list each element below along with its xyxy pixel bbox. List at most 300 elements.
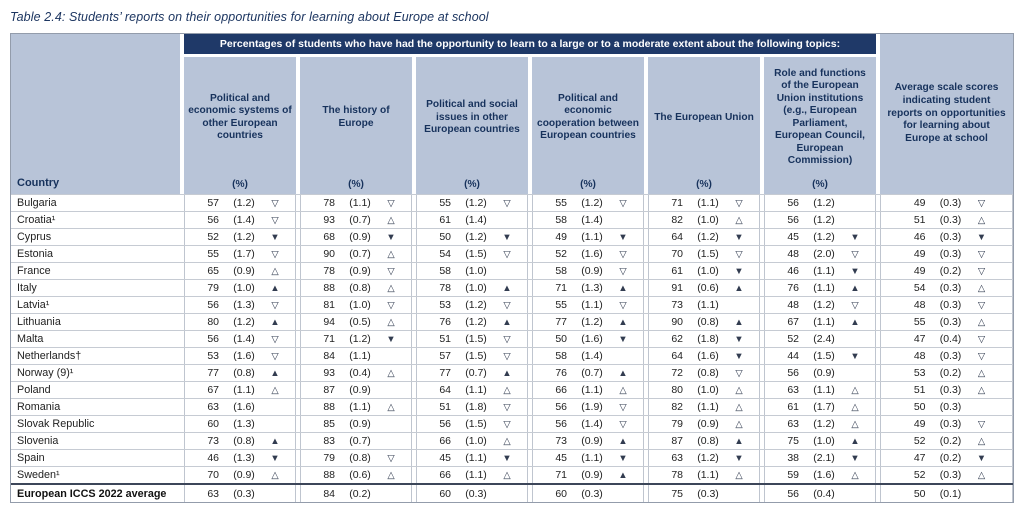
- standard-error: (1.5): [465, 350, 487, 362]
- percentage-value: 50: [555, 333, 567, 345]
- topic-cell: [648, 450, 760, 466]
- table-caption: Table 2.4: Students’ reports on their opportunities for learning about Europe at school: [10, 10, 489, 24]
- avg-score-cell: [880, 382, 1013, 398]
- topic-cell: [300, 433, 412, 449]
- standard-error: (1.5): [465, 248, 487, 260]
- percentage-value: 56: [555, 401, 567, 413]
- percentage-value: 55: [439, 197, 451, 209]
- percentage-value: 48: [787, 299, 799, 311]
- country-cell: Bulgaria: [17, 197, 57, 209]
- topic-cell: [764, 229, 876, 245]
- topic-cell: [300, 212, 412, 228]
- standard-error: (1.1): [813, 384, 835, 396]
- standard-error: (1.1): [581, 384, 603, 396]
- standard-error: (1.6): [233, 401, 255, 413]
- average-column-header: Average scale scores indicating student reports on opportunities for learning about Europe at school: [880, 34, 1013, 194]
- percentage-value: 79: [323, 452, 335, 464]
- table-row: [11, 211, 1013, 228]
- topic-cell: [300, 467, 412, 483]
- topic-cell: [648, 365, 760, 381]
- topic-cell: [532, 263, 644, 279]
- topic-cell: [184, 280, 296, 296]
- topic-cell: [416, 416, 528, 432]
- significance-triangle-icon: ▽: [271, 214, 279, 226]
- percentage-value: 80: [671, 384, 683, 396]
- standard-error: (1.6): [581, 333, 603, 345]
- topic-cell: [300, 365, 412, 381]
- percentage-value: 60: [439, 487, 451, 500]
- significance-triangle-icon: ▲: [502, 367, 512, 379]
- standard-error: (0.3): [939, 248, 962, 260]
- standard-error: (1.0): [465, 282, 487, 294]
- standard-error: (0.3): [465, 487, 487, 500]
- topic-cell: [416, 195, 528, 211]
- topic-cell: [300, 348, 412, 364]
- topic-cell: [532, 348, 644, 364]
- percentage-value: 73: [555, 435, 567, 447]
- significance-triangle-icon: ▽: [977, 197, 986, 209]
- country-cell: European ICCS 2022 average: [17, 487, 167, 500]
- percentage-value: 93: [323, 214, 335, 226]
- topic-cell: [764, 399, 876, 415]
- standard-error: (1.4): [233, 333, 255, 345]
- topic-cell: [532, 297, 644, 313]
- significance-triangle-icon: △: [735, 401, 743, 413]
- country-cell: Estonia: [17, 248, 54, 260]
- percentage-value: 64: [671, 350, 683, 362]
- table-row: [11, 296, 1013, 313]
- significance-triangle-icon: △: [503, 469, 511, 481]
- percentage-value: 58: [439, 265, 451, 277]
- significance-triangle-icon: ▽: [977, 333, 986, 345]
- avg-score-cell: [880, 212, 1013, 228]
- topic-cell: [532, 314, 644, 330]
- significance-triangle-icon: ▲: [734, 435, 744, 447]
- standard-error: (1.2): [465, 231, 487, 243]
- percentage-value: 56: [207, 333, 219, 345]
- significance-triangle-icon: ▽: [977, 418, 986, 430]
- topic-cell: [300, 382, 412, 398]
- percentage-value: 48: [787, 248, 799, 260]
- percentage-value: 84: [323, 350, 335, 362]
- topic-cell: [184, 365, 296, 381]
- topic-header-unit: (%): [812, 178, 828, 190]
- percentage-value: 87: [671, 435, 683, 447]
- standard-error: (1.6): [697, 350, 719, 362]
- percentage-value: 54: [913, 282, 926, 294]
- percentage-value: 88: [323, 469, 335, 481]
- topic-cell: [764, 212, 876, 228]
- topic-cell: [184, 263, 296, 279]
- topic-header-unit: (%): [348, 178, 364, 190]
- percentage-value: 47: [913, 452, 926, 464]
- topic-header-5: [648, 57, 760, 194]
- topic-cell: [764, 314, 876, 330]
- percentage-value: 47: [913, 333, 926, 345]
- percentage-value: 61: [439, 214, 451, 226]
- significance-triangle-icon: ▽: [619, 401, 627, 413]
- standard-error: (1.1): [233, 384, 255, 396]
- standard-error: (1.1): [465, 452, 487, 464]
- standard-error: (1.0): [465, 435, 487, 447]
- standard-error: (0.9): [581, 265, 603, 277]
- significance-triangle-icon: △: [387, 248, 395, 260]
- topic-cell: [416, 433, 528, 449]
- significance-triangle-icon: △: [851, 384, 859, 396]
- topic-cell: [416, 212, 528, 228]
- table-row: [11, 262, 1013, 279]
- standard-error: (0.4): [349, 367, 371, 379]
- standard-error: (0.8): [233, 435, 255, 447]
- percentage-value: 55: [555, 197, 567, 209]
- standard-error: (0.4): [813, 487, 835, 500]
- percentage-value: 66: [439, 435, 451, 447]
- standard-error: (1.0): [349, 299, 371, 311]
- significance-triangle-icon: ▲: [270, 282, 280, 294]
- significance-triangle-icon: ▽: [503, 299, 511, 311]
- significance-triangle-icon: ▽: [271, 248, 279, 260]
- significance-triangle-icon: ▽: [503, 248, 511, 260]
- standard-error: (0.9): [349, 418, 371, 430]
- country-cell: Netherlands†: [17, 350, 82, 362]
- average-row: [11, 483, 1013, 502]
- country-cell: Latvia¹: [17, 299, 50, 311]
- percentage-value: 45: [555, 452, 567, 464]
- avg-score-cell: [880, 246, 1013, 262]
- percentage-value: 56: [787, 214, 799, 226]
- standard-error: (1.0): [233, 282, 255, 294]
- percentage-value: 78: [671, 469, 683, 481]
- standard-error: (0.8): [697, 316, 719, 328]
- standard-error: (1.7): [233, 248, 255, 260]
- significance-triangle-icon: ▽: [619, 265, 627, 277]
- standard-error: (1.1): [581, 231, 603, 243]
- topic-header-1: [184, 57, 296, 194]
- significance-triangle-icon: ▽: [851, 299, 859, 311]
- percentage-value: 63: [787, 384, 799, 396]
- significance-triangle-icon: △: [387, 401, 395, 413]
- standard-error: (1.0): [697, 214, 719, 226]
- significance-triangle-icon: ▽: [503, 418, 511, 430]
- standard-error: (0.3): [939, 231, 962, 243]
- standard-error: (1.3): [233, 418, 255, 430]
- significance-triangle-icon: ▼: [976, 452, 987, 464]
- percentage-value: 77: [555, 316, 567, 328]
- topic-cell: [300, 263, 412, 279]
- standard-error: (1.1): [349, 350, 371, 362]
- significance-triangle-icon: ▽: [977, 265, 986, 277]
- standard-error: (0.2): [939, 435, 962, 447]
- standard-error: (0.9): [349, 265, 371, 277]
- standard-error: (0.7): [581, 367, 603, 379]
- percentage-value: 58: [555, 265, 567, 277]
- standard-error: (0.3): [939, 469, 962, 481]
- topic-header-label: Political and social issues in other European countries: [424, 99, 520, 135]
- significance-triangle-icon: ▽: [977, 248, 986, 260]
- country-cell: France: [17, 265, 51, 277]
- significance-triangle-icon: △: [977, 214, 986, 226]
- percentage-value: 73: [207, 435, 219, 447]
- topic-cell: [416, 297, 528, 313]
- percentage-value: 50: [439, 231, 451, 243]
- topic-cell: [300, 195, 412, 211]
- percentage-value: 73: [671, 299, 683, 311]
- percentage-value: 76: [555, 367, 567, 379]
- standard-error: (0.3): [939, 214, 962, 226]
- standard-error: (1.2): [465, 316, 487, 328]
- percentage-value: 58: [555, 214, 567, 226]
- percentage-value: 78: [439, 282, 451, 294]
- percentage-value: 56: [555, 418, 567, 430]
- topic-header-label: The history of Europe: [322, 105, 390, 129]
- percentage-value: 85: [323, 418, 335, 430]
- topic-cell: [648, 297, 760, 313]
- standard-error: (1.2): [581, 316, 603, 328]
- topic-cell: [532, 382, 644, 398]
- percentage-value: 38: [787, 452, 799, 464]
- topic-cell: [764, 348, 876, 364]
- standard-error: (1.2): [465, 299, 487, 311]
- percentage-value: 71: [323, 333, 335, 345]
- standard-error: (1.1): [697, 197, 719, 209]
- standard-error: (1.1): [349, 197, 371, 209]
- standard-error: (1.2): [697, 231, 719, 243]
- significance-triangle-icon: ▽: [387, 197, 395, 209]
- topic-cell: [300, 331, 412, 347]
- significance-triangle-icon: △: [619, 384, 627, 396]
- significance-triangle-icon: ▽: [735, 197, 743, 209]
- standard-error: (1.2): [813, 418, 835, 430]
- topic-cell: [648, 467, 760, 483]
- country-cell: Poland: [17, 384, 51, 396]
- percentage-value: 63: [787, 418, 799, 430]
- standard-error: (0.7): [349, 435, 371, 447]
- avg-score-cell: [880, 195, 1013, 211]
- standard-error: (1.1): [697, 401, 719, 413]
- standard-error: (0.6): [697, 282, 719, 294]
- table-row: [11, 381, 1013, 398]
- topic-cell: [764, 382, 876, 398]
- standard-error: (1.1): [813, 265, 835, 277]
- percentage-value: 66: [439, 469, 451, 481]
- percentage-value: 48: [913, 299, 926, 311]
- percentage-value: 91: [671, 282, 683, 294]
- topic-cell: [764, 416, 876, 432]
- percentage-value: 79: [671, 418, 683, 430]
- standard-error: (1.1): [697, 299, 719, 311]
- table-row: [11, 279, 1013, 296]
- percentage-value: 70: [207, 469, 219, 481]
- topic-cell: [416, 382, 528, 398]
- significance-triangle-icon: ▼: [734, 231, 744, 243]
- country-cell: Norway (9)¹: [17, 367, 74, 379]
- significance-triangle-icon: ▲: [850, 282, 860, 294]
- topic-cell: [764, 331, 876, 347]
- percentage-value: 49: [913, 418, 926, 430]
- standard-error: (0.9): [349, 231, 371, 243]
- topic-cell: [184, 416, 296, 432]
- significance-triangle-icon: ▲: [618, 316, 628, 328]
- standard-error: (0.8): [233, 367, 255, 379]
- topic-cell: [184, 450, 296, 466]
- topic-cell: [416, 331, 528, 347]
- standard-error: (0.8): [697, 367, 719, 379]
- percentage-value: 49: [913, 197, 926, 209]
- percentage-value: 63: [207, 401, 219, 413]
- topic-cell: [764, 263, 876, 279]
- percentage-value: 87: [323, 384, 335, 396]
- significance-triangle-icon: ▽: [619, 418, 627, 430]
- percentage-value: 61: [787, 401, 799, 413]
- topic-cell: [532, 399, 644, 415]
- avg-score-cell: [880, 450, 1013, 466]
- percentage-value: 71: [555, 469, 567, 481]
- percentage-value: 64: [671, 231, 683, 243]
- significance-triangle-icon: ▼: [734, 452, 744, 464]
- significance-triangle-icon: ▲: [734, 282, 744, 294]
- topic-cell: [764, 280, 876, 296]
- topic-cell: [648, 263, 760, 279]
- topic-cell: [532, 467, 644, 483]
- topic-cell: [648, 212, 760, 228]
- significance-triangle-icon: △: [735, 384, 743, 396]
- standard-error: (1.0): [465, 265, 487, 277]
- avg-score-cell: [880, 467, 1013, 483]
- country-cell: Spain: [17, 452, 45, 464]
- significance-triangle-icon: ▽: [619, 197, 627, 209]
- topic-cell: [648, 246, 760, 262]
- significance-triangle-icon: ▼: [734, 265, 744, 277]
- percentage-value: 68: [323, 231, 335, 243]
- standard-error: (0.3): [939, 384, 962, 396]
- percentage-value: 50: [913, 487, 926, 500]
- significance-triangle-icon: ▲: [850, 316, 860, 328]
- significance-triangle-icon: ▽: [735, 367, 743, 379]
- standard-error: (0.3): [939, 282, 962, 294]
- avg-score-cell: [880, 399, 1013, 415]
- standard-error: (0.3): [939, 418, 962, 430]
- standard-error: (1.4): [581, 214, 603, 226]
- topic-cell: [184, 195, 296, 211]
- standard-error: (0.5): [349, 316, 371, 328]
- topic-cell: [648, 280, 760, 296]
- topic-cell: [648, 348, 760, 364]
- percentage-value: 67: [787, 316, 799, 328]
- standard-error: (1.5): [697, 248, 719, 260]
- percentage-value: 46: [913, 231, 926, 243]
- topic-cell: [532, 365, 644, 381]
- standard-error: (1.2): [813, 197, 835, 209]
- percentage-value: 52: [787, 333, 799, 345]
- percentage-value: 75: [671, 487, 683, 500]
- percentage-value: 84: [323, 487, 335, 500]
- topic-cell: [648, 399, 760, 415]
- percentage-value: 55: [913, 316, 926, 328]
- table-row: [11, 245, 1013, 262]
- table-row: [11, 313, 1013, 330]
- topic-header-unit: (%): [464, 178, 480, 190]
- standard-error: (1.4): [233, 214, 255, 226]
- standard-error: (1.2): [697, 452, 719, 464]
- topic-cell: [184, 229, 296, 245]
- topic-cell: [648, 485, 760, 502]
- standard-error: (0.3): [939, 350, 962, 362]
- topic-header-label: Political and economic cooperation between European countries: [537, 92, 639, 142]
- standard-error: (0.2): [349, 487, 371, 500]
- standard-error: (1.1): [581, 299, 603, 311]
- percentage-value: 56: [787, 367, 799, 379]
- standard-error: (1.2): [465, 197, 487, 209]
- standard-error: (1.2): [813, 231, 835, 243]
- standard-error: (1.7): [813, 401, 835, 413]
- table-row: [11, 330, 1013, 347]
- significance-triangle-icon: △: [851, 401, 859, 413]
- percentage-value: 66: [555, 384, 567, 396]
- country-cell: Slovak Republic: [17, 418, 95, 430]
- significance-triangle-icon: △: [387, 367, 395, 379]
- standard-error: (1.4): [581, 350, 603, 362]
- percentage-value: 60: [555, 487, 567, 500]
- standard-error: (0.2): [939, 265, 962, 277]
- topic-cell: [300, 280, 412, 296]
- country-cell: Cyprus: [17, 231, 52, 243]
- percentage-value: 52: [913, 469, 926, 481]
- standard-error: (1.2): [349, 333, 371, 345]
- significance-triangle-icon: ▽: [851, 248, 859, 260]
- standard-error: (0.8): [349, 282, 371, 294]
- table-header: [11, 34, 1013, 194]
- significance-triangle-icon: △: [977, 282, 986, 294]
- standard-error: (0.9): [233, 469, 255, 481]
- table-row: [11, 432, 1013, 449]
- significance-triangle-icon: ▼: [976, 231, 987, 243]
- significance-triangle-icon: △: [851, 469, 859, 481]
- topic-cell: [184, 297, 296, 313]
- standard-error: (0.4): [939, 333, 962, 345]
- significance-triangle-icon: ▽: [503, 333, 511, 345]
- topic-cell: [764, 433, 876, 449]
- percentage-value: 90: [323, 248, 335, 260]
- country-cell: Romania: [17, 401, 61, 413]
- significance-triangle-icon: ▽: [271, 333, 279, 345]
- percentage-value: 55: [555, 299, 567, 311]
- table-row: [11, 415, 1013, 432]
- topic-cell: [764, 365, 876, 381]
- significance-triangle-icon: ▼: [618, 452, 628, 464]
- standard-error: (1.8): [465, 401, 487, 413]
- significance-triangle-icon: ▽: [271, 197, 279, 209]
- significance-triangle-icon: △: [271, 384, 279, 396]
- significance-triangle-icon: ▲: [502, 282, 512, 294]
- topic-cell: [184, 212, 296, 228]
- percentage-value: 56: [207, 214, 219, 226]
- percentage-value: 83: [323, 435, 335, 447]
- country-cell: Slovenia: [17, 435, 59, 447]
- topic-cell: [300, 229, 412, 245]
- topic-cell: [416, 467, 528, 483]
- standard-error: (1.5): [465, 418, 487, 430]
- standard-error: (0.9): [349, 384, 371, 396]
- standard-error: (1.6): [233, 350, 255, 362]
- percentage-value: 78: [323, 265, 335, 277]
- significance-triangle-icon: ▼: [502, 231, 512, 243]
- percentage-value: 82: [671, 401, 683, 413]
- percentage-value: 79: [207, 282, 219, 294]
- percentage-value: 88: [323, 282, 335, 294]
- percentage-value: 63: [207, 487, 219, 500]
- header-band: Percentages of students who have had the opportunity to learn to a large or to a moderate extent about the following topics:: [184, 34, 876, 54]
- topic-cell: [416, 280, 528, 296]
